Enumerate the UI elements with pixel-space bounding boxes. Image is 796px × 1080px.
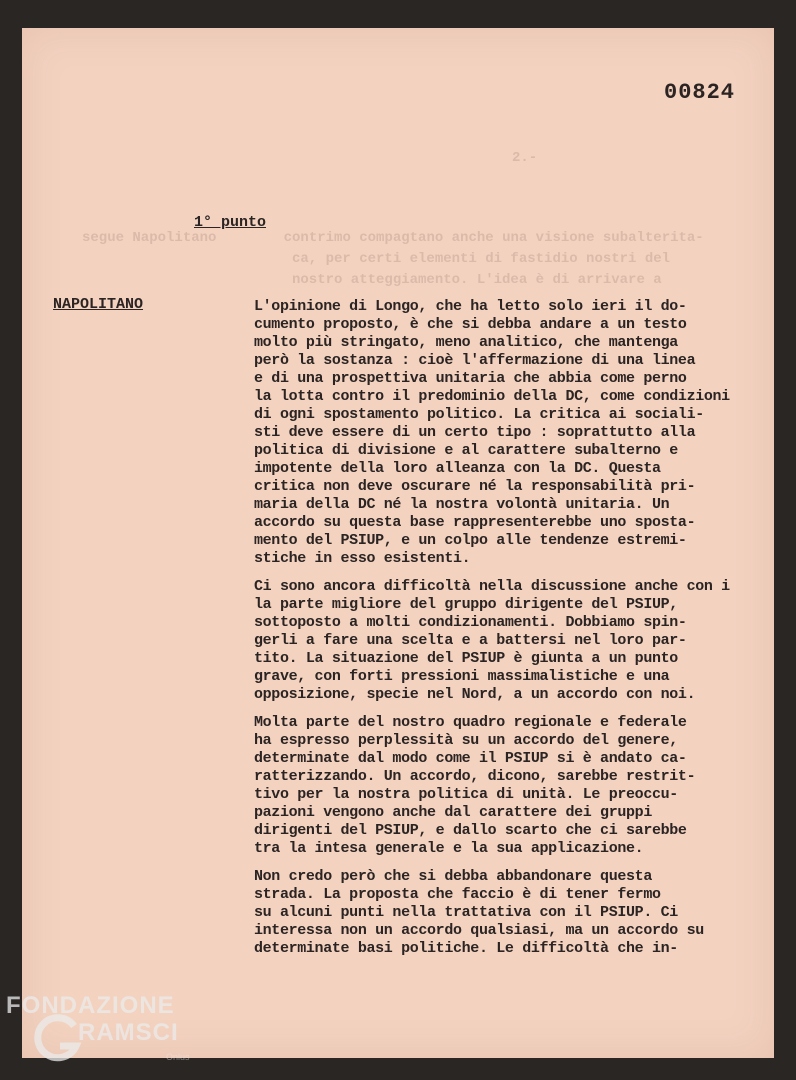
text-line: determinate basi politiche. Le difficoltà che in- <box>254 940 678 957</box>
text-line: L'opinione di Longo, che ha letto solo ieri il do- <box>254 298 687 315</box>
speaker-name: NAPOLITANO <box>53 296 144 313</box>
text-line: opposizione, specie nel Nord, a un accordo con noi. <box>254 686 696 703</box>
text-line: tito. La situazione del PSIUP è giunta a un punto <box>254 650 678 667</box>
text-line: determinate dal modo come il PSIUP si è andato ca- <box>254 750 687 767</box>
text-line: la parte migliore del gruppo dirigente del PSIUP, <box>254 596 678 613</box>
text-line: Non credo però che si debba abbandonare questa <box>254 868 652 885</box>
text-line: sottoposto a molti condizionamenti. Dobbiamo spin- <box>254 614 687 631</box>
paragraph <box>254 298 774 568</box>
text-line: strada. La proposta che faccio è di tener fermo <box>254 886 661 903</box>
text-line: ha espresso perplessità su un accordo del genere, <box>254 732 678 749</box>
text-line: di ogni spostamento politico. La critica ai sociali- <box>254 406 704 423</box>
text-line: e di una prospettiva unitaria che abbia come perno <box>254 370 687 387</box>
fondazione-gramsci-watermark <box>6 990 206 1070</box>
text-line: però la sostanza : cioè l'affermazione di una linea <box>254 352 696 369</box>
text-line: critica non deve oscurare né la responsabilità pri- <box>254 478 696 495</box>
text-line: maria della DC né la nostra volontà unitaria. Un <box>254 496 670 513</box>
text-line: sti deve essere di un certo tipo : soprattutto alla <box>254 424 696 441</box>
speech-body <box>254 298 774 968</box>
section-heading: 1° punto <box>194 214 267 231</box>
text-line: Molta parte del nostro quadro regionale e federale <box>254 714 687 731</box>
text-line: dirigenti del PSIUP, e dallo scarto che ci sarebbe <box>254 822 687 839</box>
reverse-side-show-through: nostro atteggiamento. L'idea è di arrivare a <box>292 272 662 288</box>
text-line: molto più stringato, meno analitico, che mantenga <box>254 334 678 351</box>
text-line: su alcuni punti nella trattativa con il PSIUP. Ci <box>254 904 678 921</box>
text-line: accordo su questa base rappresenterebbe uno sposta- <box>254 514 696 531</box>
text-line: la lotta contro il predominio della DC, come condizioni <box>254 388 730 405</box>
text-line: interessa non un accordo qualsiasi, ma un accordo su <box>254 922 704 939</box>
text-line: mento del PSIUP, e un colpo alle tendenze estremi- <box>254 532 687 549</box>
watermark-line2: RAMSCI <box>78 1019 179 1046</box>
text-line: pazioni vengono anche dal carattere dei gruppi <box>254 804 652 821</box>
text-line: tivo per la nostra politica di unità. Le preoccu- <box>254 786 678 803</box>
text-line: impotente della loro alleanza con la DC. Questa <box>254 460 661 477</box>
paragraph <box>254 868 774 958</box>
text-line: politica di divisione e al carattere subalterno e <box>254 442 678 459</box>
document-number: 00824 <box>664 80 736 105</box>
watermark-line1: FONDAZIONE <box>6 992 175 1019</box>
document-page <box>22 28 774 1058</box>
reverse-side-show-through: ca, per certi elementi di fastidio nostri del <box>292 251 671 267</box>
reverse-side-show-through: 2.- <box>512 150 538 166</box>
paragraph <box>254 578 774 704</box>
watermark-sub: Onlus <box>166 1052 190 1062</box>
paragraph <box>254 714 774 858</box>
gramsci-g-logo-icon <box>34 1014 82 1066</box>
reverse-side-show-through: segue Napolitano contrimo compagtano anche una visione subalterita- <box>82 230 704 246</box>
text-line: stiche in esso esistenti. <box>254 550 471 567</box>
text-line: Ci sono ancora difficoltà nella discussione anche con i <box>254 578 730 595</box>
text-line: ratterizzando. Un accordo, dicono, sarebbe restrit- <box>254 768 696 785</box>
text-line: tra la intesa generale e la sua applicazione. <box>254 840 644 857</box>
text-line: cumento proposto, è che si debba andare a un testo <box>254 316 687 333</box>
text-line: grave, con forti pressioni massimalistiche e una <box>254 668 670 685</box>
text-line: gerli a fare una scelta e a battersi nel loro par- <box>254 632 687 649</box>
